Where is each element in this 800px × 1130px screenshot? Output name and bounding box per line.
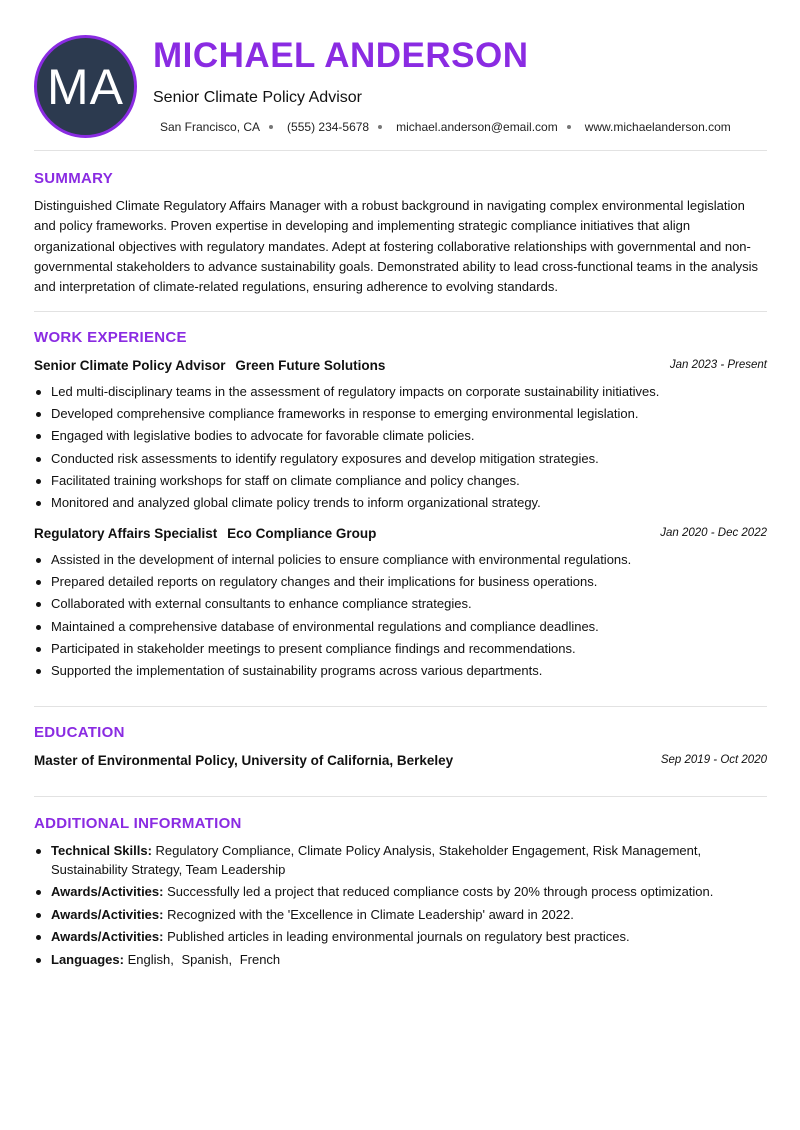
bullet-icon — [36, 647, 41, 652]
bullet-icon — [36, 602, 41, 607]
list-item: Maintained a comprehensive database of environmental regulations and compliance deadlines. — [34, 616, 767, 638]
bullet-icon — [36, 913, 41, 918]
bullet-icon — [36, 669, 41, 674]
bullet-icon — [36, 935, 41, 940]
bullet-icon — [36, 558, 41, 563]
additional-info-list — [34, 842, 734, 973]
bullet-icon — [36, 434, 41, 439]
education-dates: Sep 2019 - Oct 2020 — [660, 754, 767, 766]
list-item: Engaged with legislative bodies to advocate for favorable climate policies. — [34, 425, 767, 447]
contact-website[interactable]: www.michaelanderson.com — [584, 120, 731, 134]
job-bullet-list — [34, 381, 767, 514]
list-item: Conducted risk assessments to identify regulatory exposures and develop mitigation strategies. — [34, 448, 767, 470]
list-item: Prepared detailed reports on regulatory changes and their implications for business operations. — [34, 571, 767, 593]
separator-dot — [567, 125, 571, 129]
contact-location: San Francisco, CA — [160, 120, 261, 134]
list-item: Awards/Activities: Successfully led a project that reduced compliance costs by 20% through process optimization. — [34, 883, 734, 902]
job-company: Eco Compliance Group — [227, 526, 377, 541]
list-item: Developed comprehensive compliance frameworks in response to emerging environmental legislation. — [34, 403, 767, 425]
bullet-icon — [36, 390, 41, 395]
bullet-icon — [36, 412, 41, 417]
bullet-icon — [36, 849, 41, 854]
language: French — [239, 951, 281, 967]
avatar — [34, 35, 137, 138]
list-item: Facilitated training workshops for staff on climate compliance and policy changes. — [34, 470, 767, 492]
divider — [34, 150, 767, 151]
list-item: Awards/Activities: Published articles in leading environmental journals on regulatory best practices. — [34, 928, 734, 947]
resume-header — [0, 0, 800, 150]
divider — [34, 706, 767, 707]
job-dates: Jan 2020 - Dec 2022 — [660, 527, 767, 539]
candidate-title: Senior Climate Policy Advisor — [153, 89, 362, 106]
list-item: Led multi-disciplinary teams in the assessment of regulatory impacts on corporate sustainability initiatives. — [34, 381, 767, 403]
degree: Master of Environmental Policy, University of California, Berkeley — [34, 753, 454, 768]
bullet-icon — [36, 479, 41, 484]
bullet-icon — [36, 625, 41, 630]
summary-text: Distinguished Climate Regulatory Affairs Manager with a robust background in navigating complex environmental legislation and policy frameworks. Proven expertise in developing and implementing strategic compliance initiatives that align organizational objectives with regulatory mandates. Adept at fostering collaborative relationships with governmental and non-governmental stakeholders to advance sustainability goals. Demonstrated ability to lead cross-functional teams in the analysis and interpretation of climate-related regulations, ensuring adherence to evolving standards. — [34, 198, 759, 295]
list-item: Supported the implementation of sustainability programs across various departments. — [34, 660, 767, 682]
language: English, — [127, 951, 174, 967]
additional-info-heading: ADDITIONAL INFORMATION — [34, 815, 242, 832]
bullet-icon — [36, 890, 41, 895]
avatar-initials: MA — [47, 58, 124, 115]
language: Spanish, — [181, 951, 233, 967]
job-dates: Jan 2023 - Present — [669, 359, 767, 371]
divider — [34, 796, 767, 797]
separator-dot — [269, 125, 273, 129]
job-title: Senior Climate Policy Advisor — [34, 358, 226, 373]
list-item: Collaborated with external consultants to enhance compliance strategies. — [34, 593, 767, 615]
contact-phone: (555) 234-5678 — [287, 120, 370, 134]
bullet-icon — [36, 501, 41, 506]
languages-item: Languages: English, Spanish, French — [34, 951, 734, 970]
education-entry — [34, 753, 767, 771]
list-item: Assisted in the development of internal policies to ensure compliance with environmental regulations. — [34, 549, 767, 571]
job-header — [34, 358, 767, 376]
job-bullet-list — [34, 549, 767, 682]
list-item: Technical Skills: Regulatory Compliance, Climate Policy Analysis, Stakeholder Engagement, Risk Management, Sustainability Strategy, Team Leadership — [34, 842, 734, 879]
bullet-icon — [36, 580, 41, 585]
work-experience-heading: WORK EXPERIENCE — [34, 329, 187, 346]
list-item: Awards/Activities: Recognized with the 'Excellence in Climate Leadership' award in 2022. — [34, 906, 734, 925]
divider — [34, 311, 767, 312]
education-heading: EDUCATION — [34, 724, 125, 741]
bullet-icon — [36, 958, 41, 963]
job-title: Regulatory Affairs Specialist — [34, 526, 218, 541]
contact-email[interactable]: michael.anderson@email.com — [396, 120, 558, 134]
contact-line — [160, 120, 731, 134]
job-company: Green Future Solutions — [235, 358, 386, 373]
job-header — [34, 526, 767, 544]
candidate-name: MICHAEL ANDERSON — [153, 36, 529, 75]
summary-heading: SUMMARY — [34, 170, 114, 187]
bullet-icon — [36, 457, 41, 462]
separator-dot — [378, 125, 382, 129]
list-item: Participated in stakeholder meetings to present compliance findings and recommendations. — [34, 638, 767, 660]
list-item: Monitored and analyzed global climate policy trends to inform organizational strategy. — [34, 492, 767, 514]
